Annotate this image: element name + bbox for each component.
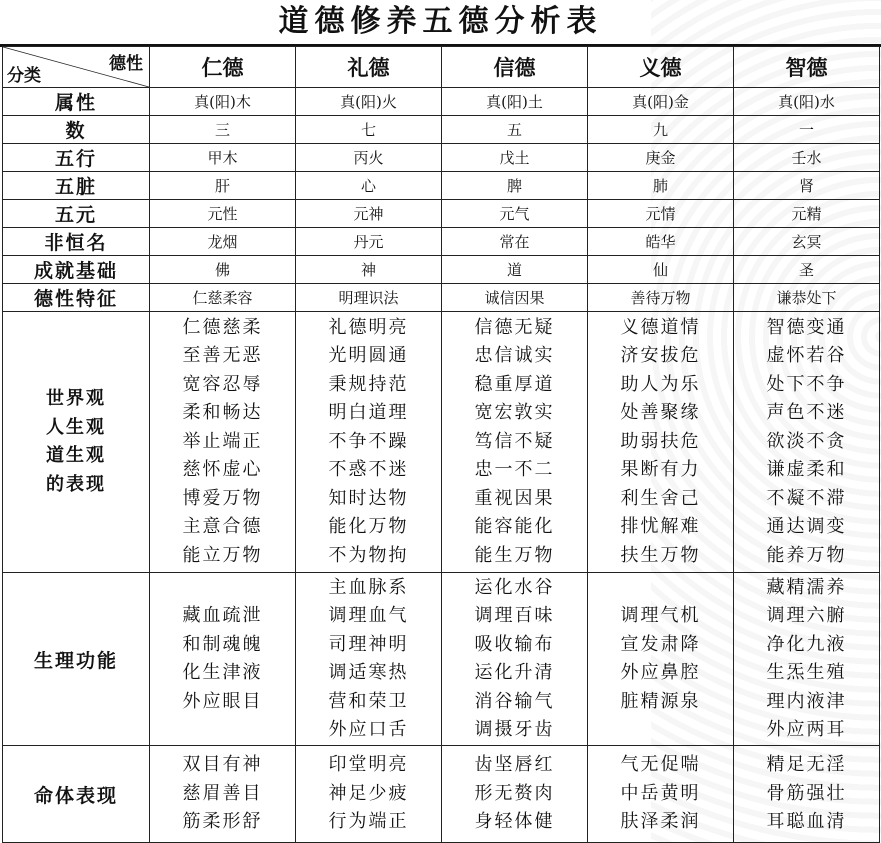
cell-line: 礼德明亮 bbox=[328, 316, 409, 338]
cell-line: 外应两耳 bbox=[766, 719, 847, 740]
table-cell: 善待万物 bbox=[588, 284, 734, 312]
physiology-cell bbox=[734, 573, 880, 746]
row-header-worldview bbox=[3, 312, 150, 573]
body-signs-cell bbox=[296, 746, 442, 843]
cell-line: 重视因果 bbox=[474, 487, 555, 509]
table-cell: 丹元 bbox=[296, 228, 442, 256]
cell-line: 双目有神 bbox=[182, 754, 263, 776]
body-signs-cell bbox=[734, 746, 880, 843]
cell-line: 忠信诚实 bbox=[474, 345, 555, 367]
cell-line: 不凝不滞 bbox=[766, 487, 847, 509]
cell-line: 稳重厚道 bbox=[474, 373, 555, 395]
cell-line: 通达调变 bbox=[766, 516, 847, 538]
cell-line: 行为端正 bbox=[328, 811, 409, 833]
corner-label-category: 分类 bbox=[7, 66, 41, 86]
row-header-physiology: 生理功能 bbox=[3, 573, 150, 746]
cell-line: 柔和畅达 bbox=[182, 402, 263, 424]
row-header: 成就基础 bbox=[3, 256, 150, 284]
table-row bbox=[3, 284, 880, 312]
table-row bbox=[3, 256, 880, 284]
table-cell: 元性 bbox=[150, 200, 296, 228]
row-header: 五脏 bbox=[3, 172, 150, 200]
physiology-cell bbox=[150, 573, 296, 746]
table-cell: 三 bbox=[150, 116, 296, 144]
cell-line: 能立万物 bbox=[182, 544, 263, 566]
cell-line: 人生观 bbox=[46, 416, 106, 438]
cell-line: 利生舍己 bbox=[620, 487, 701, 509]
body-signs-cell bbox=[442, 746, 588, 843]
cell-line: 调适寒热 bbox=[328, 662, 409, 683]
cell-line: 理内液津 bbox=[766, 690, 847, 712]
cell-line: 印堂明亮 bbox=[328, 754, 409, 776]
cell-line: 运化水谷 bbox=[474, 576, 555, 598]
cell-line: 藏精濡养 bbox=[766, 576, 847, 598]
cell-line: 外应鼻腔 bbox=[620, 662, 701, 683]
cell-line: 果断有力 bbox=[620, 459, 701, 481]
table-row bbox=[3, 172, 880, 200]
cell-line: 和制魂魄 bbox=[182, 633, 263, 655]
cell-line: 身轻体健 bbox=[474, 811, 555, 833]
table-row bbox=[3, 116, 880, 144]
worldview-cell bbox=[442, 312, 588, 573]
row-header: 德性特征 bbox=[3, 284, 150, 312]
cell-line: 扶生万物 bbox=[620, 544, 701, 566]
table-cell: 一 bbox=[734, 116, 880, 144]
cell-line: 助人为乐 bbox=[620, 373, 701, 395]
table-cell: 仙 bbox=[588, 256, 734, 284]
cell-line: 吸收输布 bbox=[474, 633, 555, 655]
page-title: 道德修养五德分析表 bbox=[278, 4, 603, 39]
cell-line: 声色不迷 bbox=[766, 402, 847, 424]
physiology-row bbox=[3, 573, 880, 746]
table-cell: 肾 bbox=[734, 172, 880, 200]
cell-line: 助弱扶危 bbox=[620, 430, 701, 452]
table-cell: 甲木 bbox=[150, 144, 296, 172]
cell-line: 举止端正 bbox=[182, 430, 263, 452]
table-cell: 常在 bbox=[442, 228, 588, 256]
table-cell: 壬水 bbox=[734, 144, 880, 172]
cell-line: 虚怀若谷 bbox=[766, 345, 847, 367]
table-cell: 七 bbox=[296, 116, 442, 144]
cell-line: 处善聚缘 bbox=[620, 402, 701, 424]
cell-line: 化生津液 bbox=[182, 662, 263, 683]
cell-line: 至善无恶 bbox=[182, 345, 263, 367]
worldview-cell bbox=[296, 312, 442, 573]
row-header-body-signs: 命体表现 bbox=[3, 746, 150, 843]
cell-line: 谦虚柔和 bbox=[766, 459, 847, 481]
cell-line: 宽宏敦实 bbox=[474, 402, 555, 424]
physiology-cell bbox=[442, 573, 588, 746]
cell-line: 欲淡不贪 bbox=[766, 430, 847, 452]
cell-line: 能生万物 bbox=[474, 544, 555, 566]
table-cell: 佛 bbox=[150, 256, 296, 284]
cell-line: 排忧解难 bbox=[620, 516, 701, 538]
cell-line: 不争不躁 bbox=[328, 430, 409, 452]
cell-line: 营和荣卫 bbox=[328, 690, 409, 712]
cell-line: 齿坚唇红 bbox=[474, 754, 555, 776]
physiology-cell bbox=[588, 573, 734, 746]
body-signs-row bbox=[3, 746, 880, 843]
table-cell: 谦恭处下 bbox=[734, 284, 880, 312]
cell-line: 的表现 bbox=[46, 473, 106, 495]
row-header: 五元 bbox=[3, 200, 150, 228]
cell-line: 调摄牙齿 bbox=[474, 719, 555, 740]
column-header: 仁德 bbox=[150, 47, 296, 88]
cell-line: 形无赘肉 bbox=[474, 782, 555, 804]
table-cell: 元神 bbox=[296, 200, 442, 228]
cell-line: 主意合德 bbox=[182, 516, 263, 538]
row-header: 非恒名 bbox=[3, 228, 150, 256]
cell-line: 义德道情 bbox=[620, 316, 701, 338]
cell-line: 能养万物 bbox=[766, 544, 847, 566]
table-cell: 道 bbox=[442, 256, 588, 284]
cell-line: 生炁生殖 bbox=[766, 662, 847, 683]
table-cell: 肺 bbox=[588, 172, 734, 200]
cell-line: 秉规持范 bbox=[328, 373, 409, 395]
cell-line: 藏血疏泄 bbox=[182, 605, 263, 626]
cell-line: 净化九液 bbox=[766, 633, 847, 655]
cell-line: 调理六腑 bbox=[766, 605, 847, 626]
table-cell: 真(阳)土 bbox=[442, 88, 588, 116]
table-row bbox=[3, 144, 880, 172]
cell-line: 济安拔危 bbox=[620, 345, 701, 367]
cell-line: 消谷输气 bbox=[474, 690, 555, 712]
cell-line: 知时达物 bbox=[328, 487, 409, 509]
cell-line: 不为物拘 bbox=[328, 544, 409, 566]
cell-line: 处下不争 bbox=[766, 373, 847, 395]
worldview-cell bbox=[734, 312, 880, 573]
table-cell: 庚金 bbox=[588, 144, 734, 172]
table-row bbox=[3, 88, 880, 116]
table-cell: 脾 bbox=[442, 172, 588, 200]
corner-label-virtue: 德性 bbox=[109, 54, 143, 74]
table-cell: 诚信因果 bbox=[442, 284, 588, 312]
cell-line: 主血脉系 bbox=[328, 576, 409, 598]
cell-line: 慈怀虚心 bbox=[182, 459, 263, 481]
table-cell: 真(阳)火 bbox=[296, 88, 442, 116]
cell-line: 世界观 bbox=[46, 388, 106, 409]
column-header: 信德 bbox=[442, 47, 588, 88]
cell-line: 筋柔形舒 bbox=[182, 811, 263, 833]
cell-line: 外应眼目 bbox=[182, 690, 263, 712]
cell-line: 能容能化 bbox=[474, 516, 555, 538]
cell-line: 宽容忍辱 bbox=[182, 373, 263, 395]
cell-line: 忠一不二 bbox=[474, 459, 555, 481]
row-header: 数 bbox=[3, 116, 150, 144]
header-row bbox=[3, 47, 880, 88]
table-cell: 戊土 bbox=[442, 144, 588, 172]
table-cell: 丙火 bbox=[296, 144, 442, 172]
cell-line: 外应口舌 bbox=[328, 719, 409, 740]
table-cell: 皓华 bbox=[588, 228, 734, 256]
table-cell: 神 bbox=[296, 256, 442, 284]
column-header: 智德 bbox=[734, 47, 880, 88]
cell-line: 脏精源泉 bbox=[620, 690, 701, 712]
table-cell: 龙烟 bbox=[150, 228, 296, 256]
column-header: 礼德 bbox=[296, 47, 442, 88]
cell-line: 明白道理 bbox=[328, 402, 409, 424]
cell-line: 仁德慈柔 bbox=[182, 316, 263, 338]
cell-line: 信德无疑 bbox=[474, 316, 555, 338]
cell-line: 调理血气 bbox=[328, 605, 409, 626]
cell-line: 智德变通 bbox=[766, 316, 847, 338]
worldview-row bbox=[3, 312, 880, 573]
table-cell: 肝 bbox=[150, 172, 296, 200]
cell-line: 不惑不迷 bbox=[328, 459, 409, 481]
table-cell: 真(阳)木 bbox=[150, 88, 296, 116]
cell-line: 笃信不疑 bbox=[474, 430, 555, 452]
cell-line: 调理气机 bbox=[620, 605, 701, 626]
table-cell: 明理识法 bbox=[296, 284, 442, 312]
table-cell: 元情 bbox=[588, 200, 734, 228]
cell-line: 运化升清 bbox=[474, 662, 555, 683]
cell-line: 骨筋强壮 bbox=[766, 782, 847, 804]
cell-line: 中岳黄明 bbox=[620, 782, 701, 804]
body-signs-cell bbox=[588, 746, 734, 843]
cell-line: 精足无淫 bbox=[766, 754, 847, 776]
cell-line: 光明圆通 bbox=[328, 345, 409, 367]
cell-line: 司理神明 bbox=[328, 633, 409, 655]
cell-line: 耳聪血清 bbox=[766, 811, 847, 833]
table-cell: 心 bbox=[296, 172, 442, 200]
row-header: 属性 bbox=[3, 88, 150, 116]
table-cell: 元精 bbox=[734, 200, 880, 228]
row-header: 五行 bbox=[3, 144, 150, 172]
virtue-analysis-table bbox=[2, 46, 880, 843]
cell-line: 宣发肃降 bbox=[620, 633, 701, 655]
cell-line: 博爱万物 bbox=[182, 487, 263, 509]
physiology-cell bbox=[296, 573, 442, 746]
cell-line: 气无促喘 bbox=[620, 754, 701, 776]
corner-cell bbox=[3, 47, 150, 88]
cell-line: 慈眉善目 bbox=[182, 782, 263, 804]
table-cell: 玄冥 bbox=[734, 228, 880, 256]
body-signs-cell bbox=[150, 746, 296, 843]
cell-line: 道生观 bbox=[46, 445, 106, 466]
cell-line: 能化万物 bbox=[328, 516, 409, 538]
table-cell: 九 bbox=[588, 116, 734, 144]
table-row bbox=[3, 228, 880, 256]
table-cell: 五 bbox=[442, 116, 588, 144]
table-cell: 圣 bbox=[734, 256, 880, 284]
cell-line: 调理百味 bbox=[474, 605, 555, 626]
cell-line: 肤泽柔润 bbox=[620, 811, 701, 833]
cell-line: 神足少疲 bbox=[328, 782, 409, 804]
table-cell: 真(阳)水 bbox=[734, 88, 880, 116]
worldview-cell bbox=[150, 312, 296, 573]
table-row bbox=[3, 200, 880, 228]
table-cell: 真(阳)金 bbox=[588, 88, 734, 116]
worldview-cell bbox=[588, 312, 734, 573]
table-cell: 仁慈柔容 bbox=[150, 284, 296, 312]
table-cell: 元气 bbox=[442, 200, 588, 228]
column-header: 义德 bbox=[588, 47, 734, 88]
